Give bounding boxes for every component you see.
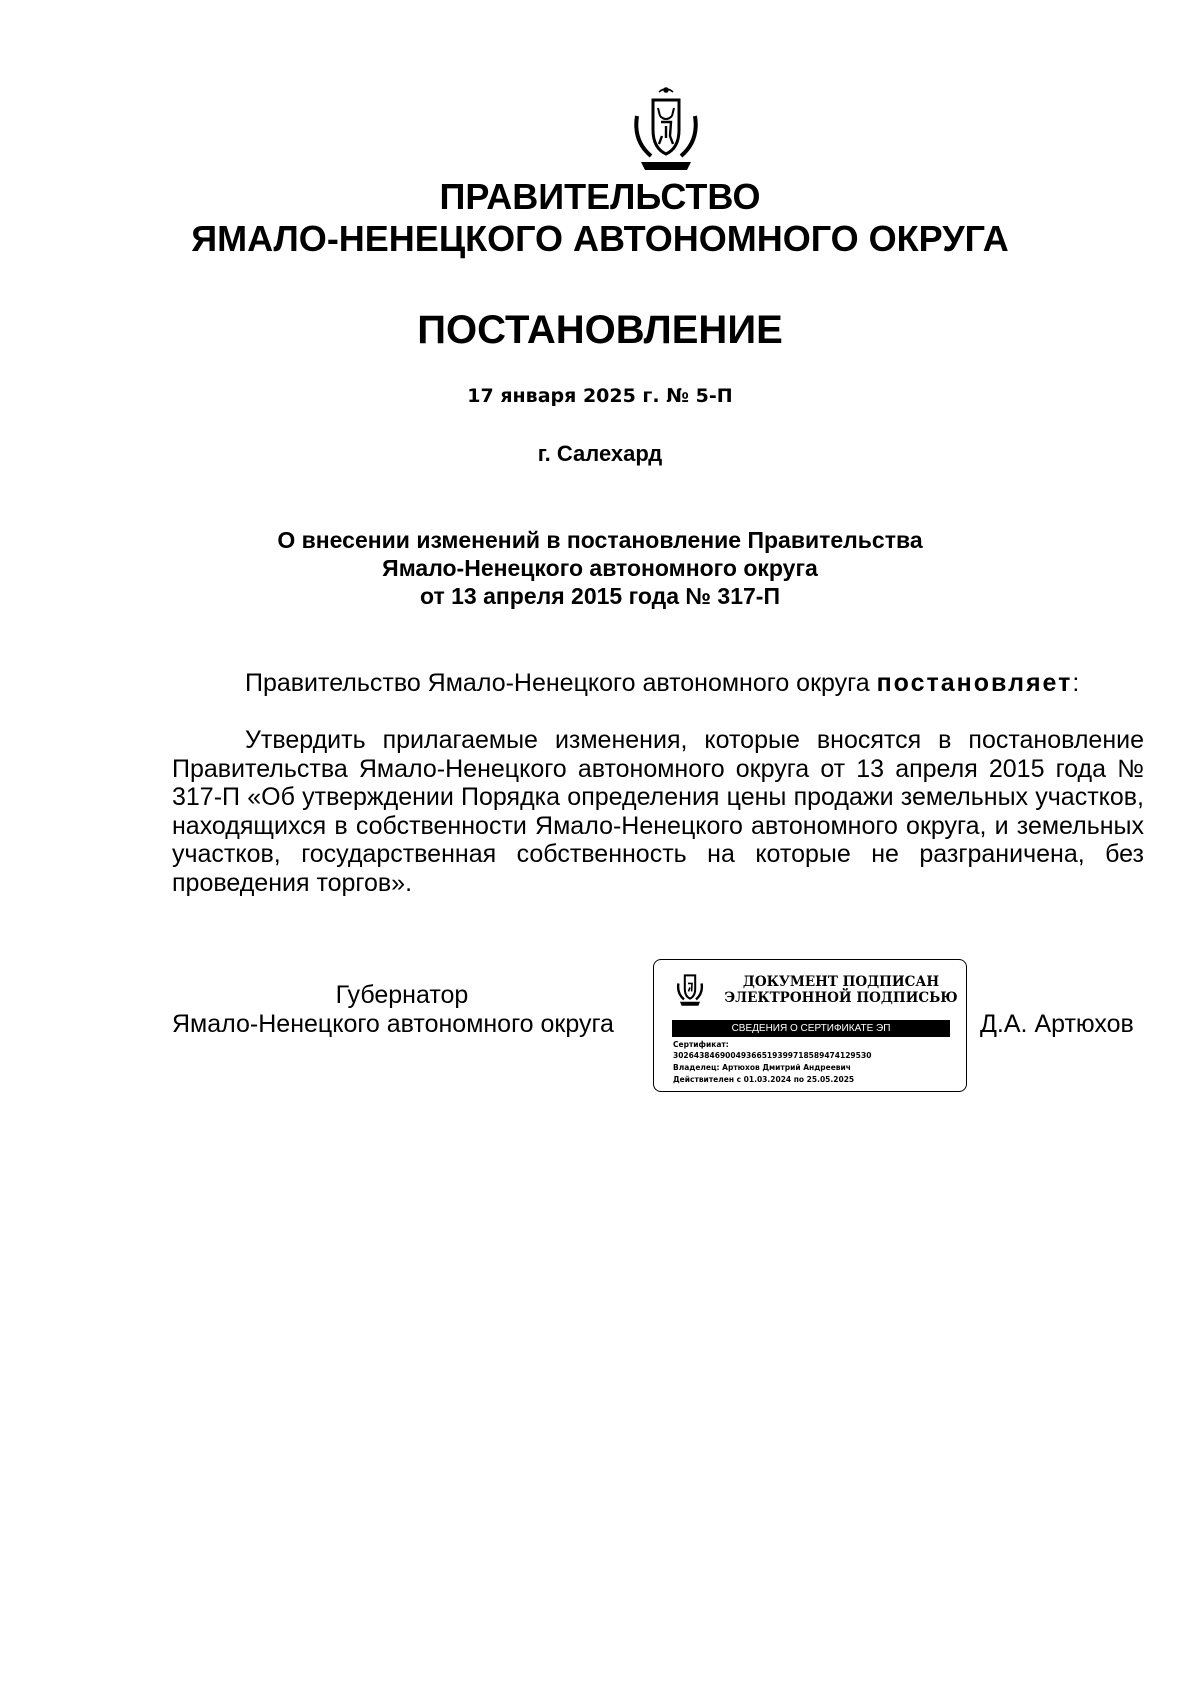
signer-position-line2: Ямало-Ненецкого автономного округа [172,1010,614,1038]
main-paragraph: Утвердить прилагаемые изменения, которые вносятся в постановление Правительства Ямало-Ненецкого автономного округа от 13 апреля 2015 года № 317-П «Об утверждении Порядка определения цены продажи земельных участков, находящихся в собственности Ямало-Ненецкого автономного округа, и земельных участков, государственная собственность на которые не разграничена, без проведения торгов». [172,726,1144,897]
stamp-title-line2: ЭЛЕКТРОННОЙ ПОДПИСЬЮ [724,990,958,1006]
stamp-cert-label: Сертификат: [673,1040,729,1049]
stamp-owner: Владелец: Артюхов Дмитрий Андреевич [673,1063,851,1072]
date-and-number: 17 января 2025 г. № 5-П [467,385,733,407]
city: г. Салехард [537,441,663,466]
stamp-validity: Действителен с 01.03.2024 по 25.05.2025 [673,1075,855,1084]
government-name-line1: ПРАВИТЕЛЬСТВО [439,176,761,217]
document-type: ПОСТАНОВЛЕНИЕ [417,308,783,352]
subject-line1: О внесении изменений в постановление Правительства [277,527,923,553]
subject-line2: Ямало-Ненецкого автономного округа [382,555,818,581]
preamble-text: Правительство Ямало-Ненецкого автономного округа [245,669,877,697]
e-signature-stamp [653,959,967,1092]
signer-name: Д.А. Артюхов [980,1010,1134,1038]
coat-of-arms-icon [676,970,704,1008]
signer-position-line1: Губернатор [335,981,469,1009]
preamble-end: : [1072,669,1080,697]
coat-of-arms-icon [631,86,701,174]
subject-line3: от 13 апреля 2015 года № 317-П [419,583,780,609]
preamble [172,669,1144,698]
government-name-line2: ЯМАЛО-НЕНЕЦКОГО АВТОНОМНОГО ОКРУГА [191,218,1009,259]
stamp-cert-value: 302643846900493665193997185894741295З0 [673,1051,872,1060]
stamp-title-line1: ДОКУМЕНТ ПОДПИСАН [742,974,940,990]
stamp-certificate-bar: СВЕДЕНИЯ О СЕРТИФИКАТЕ ЭП [672,1020,950,1037]
preamble-verb: постановляет [876,669,1073,697]
